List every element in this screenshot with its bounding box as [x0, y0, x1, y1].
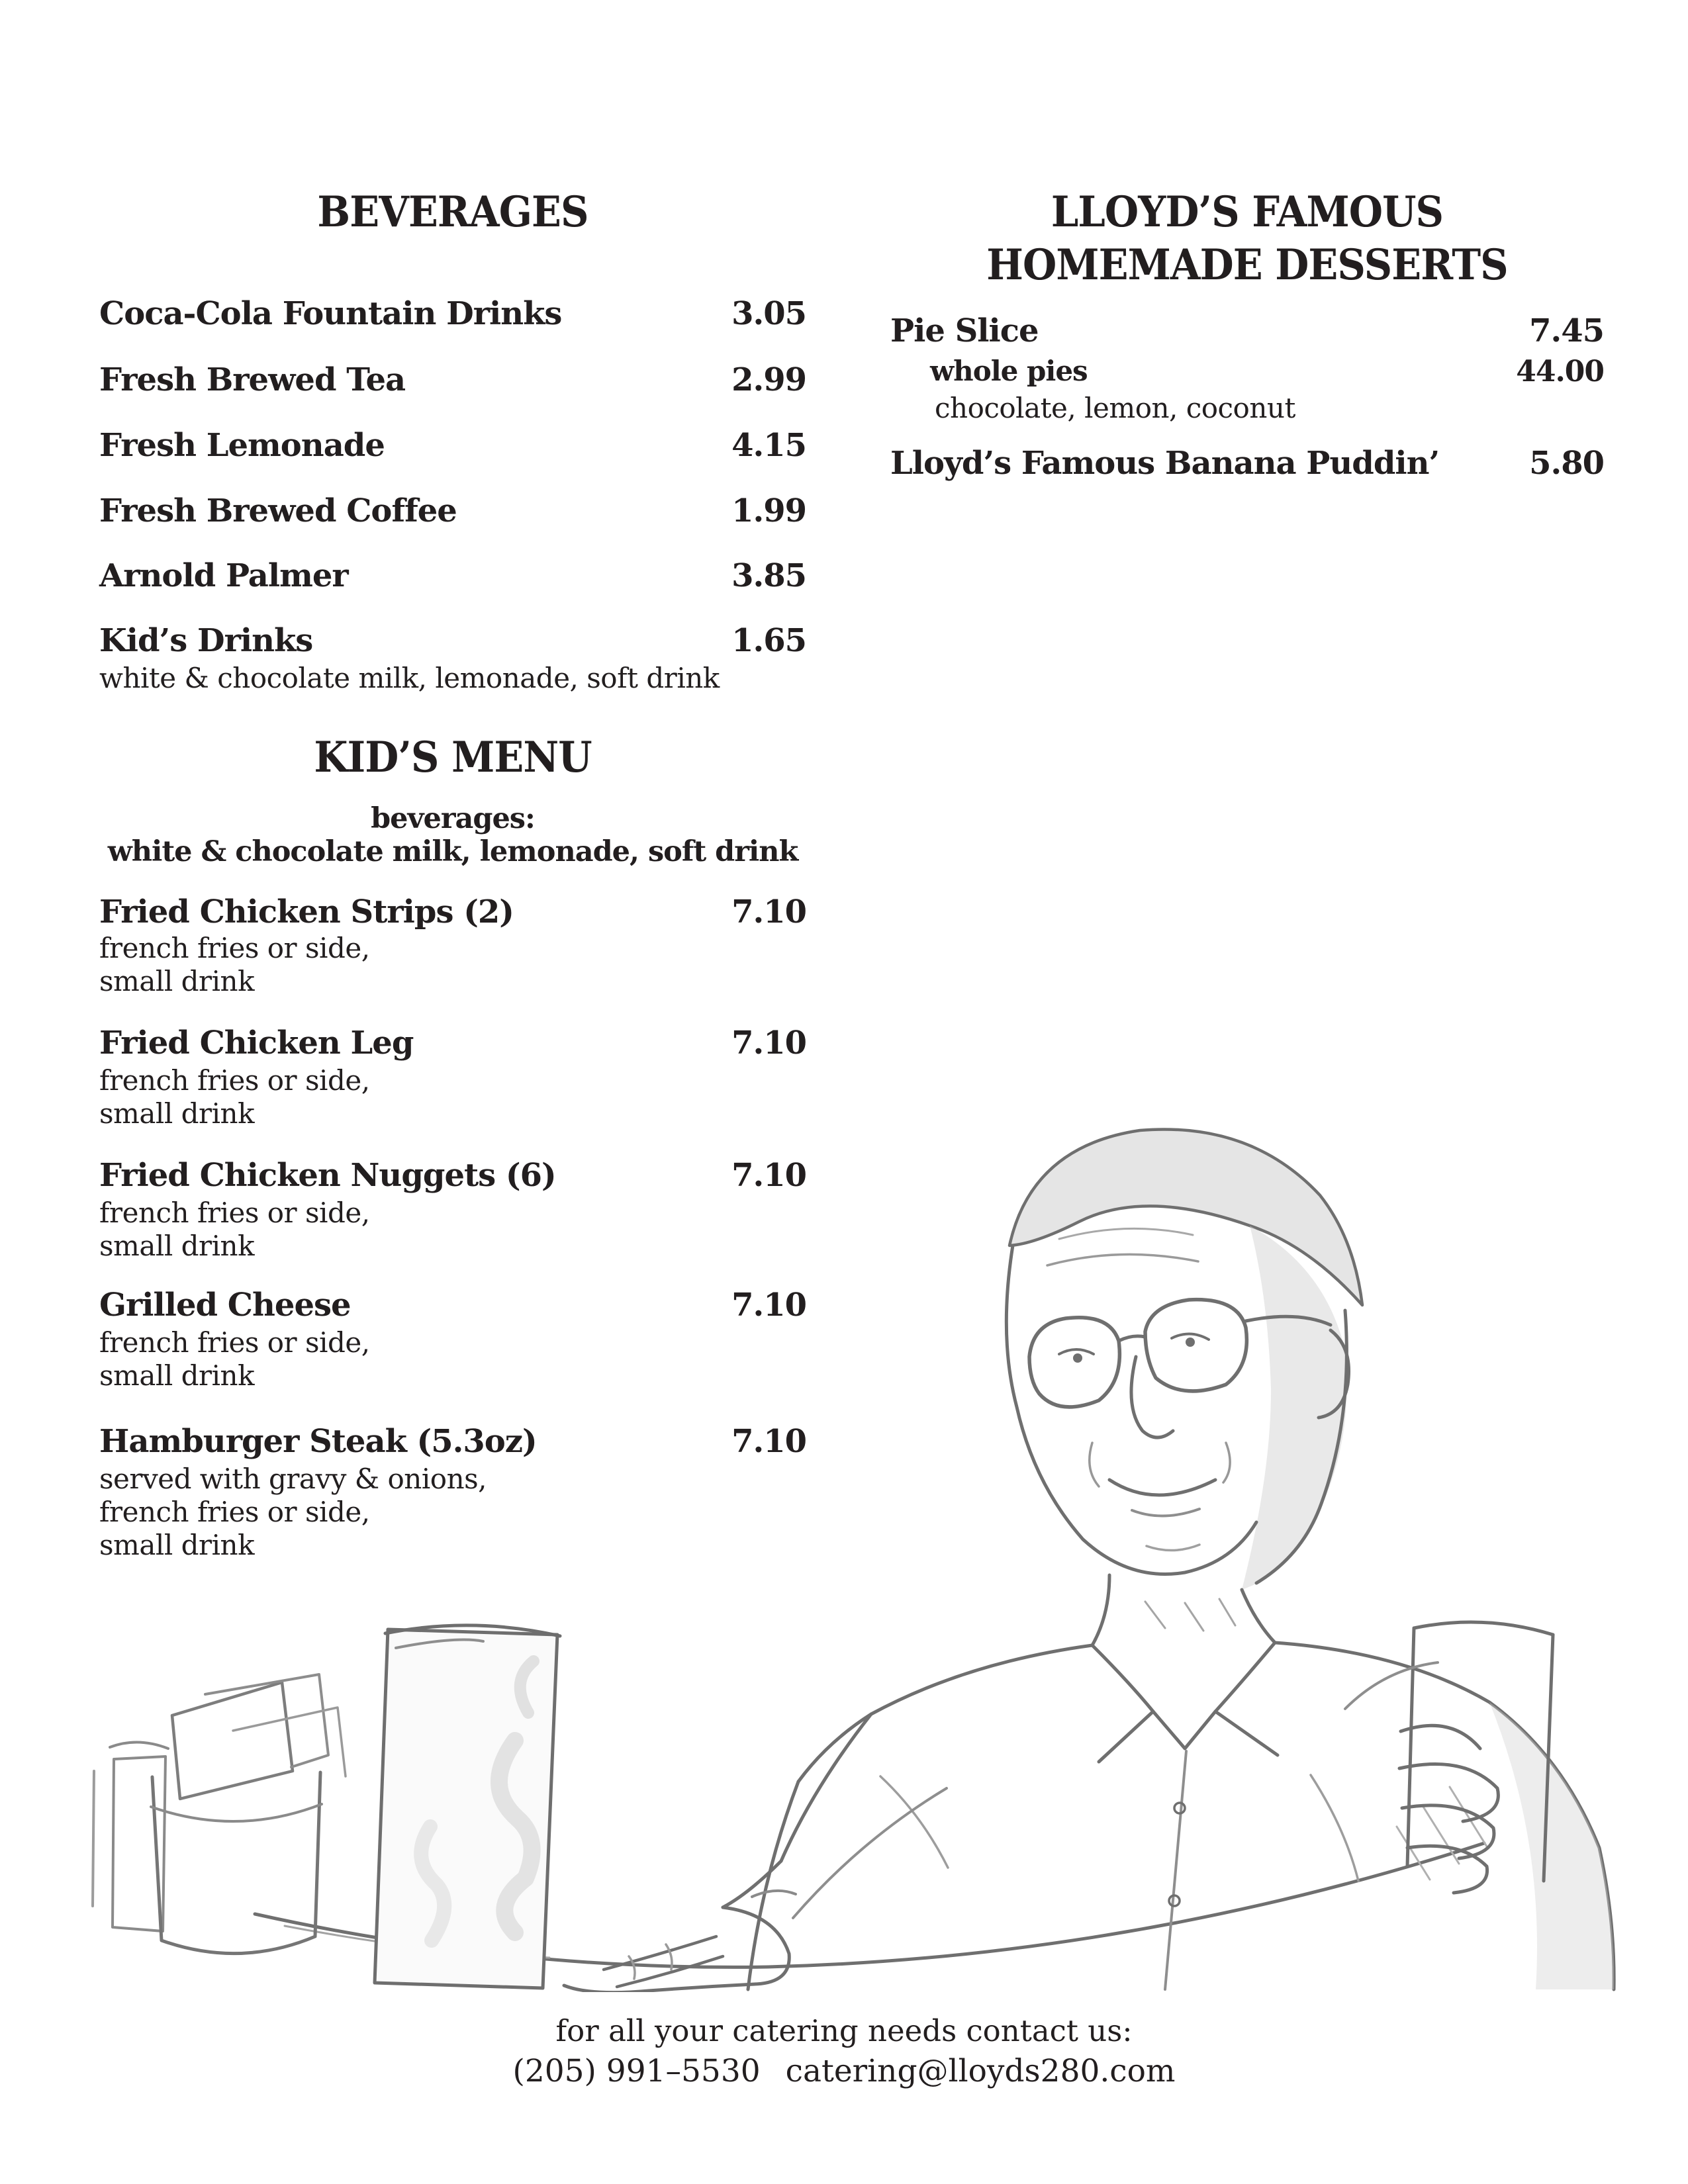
- item-description: small drink: [99, 965, 255, 997]
- item-name: Hamburger Steak (5.3oz): [99, 1423, 537, 1460]
- illustration-old-man-sketch: [86, 1046, 1628, 1992]
- item-description: chocolate, lemon, coconut: [935, 392, 1295, 424]
- menu-subitem: [930, 355, 1604, 388]
- item-name: Fried Chicken Nuggets (6): [99, 1157, 556, 1194]
- desserts-section-title-line2: HOMEMADE DESSERTS: [986, 240, 1508, 290]
- menu-item: [99, 492, 806, 529]
- subitem-price: 44.00: [1516, 355, 1604, 388]
- item-price: 5.80: [1529, 445, 1604, 482]
- item-price: 3.85: [731, 557, 806, 594]
- item-price: 7.10: [731, 1024, 806, 1062]
- item-description: served with gravy & onions,: [99, 1463, 487, 1495]
- item-price: 7.10: [731, 893, 806, 931]
- sketch-sugar-caddy: [93, 1674, 346, 1954]
- menu-item: [890, 445, 1604, 482]
- footer-phone: (205) 991–5530: [512, 2053, 761, 2089]
- item-name: Fresh Brewed Coffee: [99, 492, 457, 529]
- item-description: small drink: [99, 1529, 255, 1561]
- item-price: 7.10: [731, 1287, 806, 1324]
- item-price: 7.10: [731, 1423, 806, 1460]
- item-description: french fries or side,: [99, 1496, 370, 1528]
- menu-item: [99, 295, 806, 332]
- item-name: Arnold Palmer: [99, 557, 348, 594]
- item-name: Pie Slice: [890, 312, 1039, 349]
- menu-item: [99, 622, 806, 659]
- item-price: 4.15: [731, 427, 806, 464]
- kids-menu-section-title: KID’S MENU: [314, 733, 592, 782]
- item-description: french fries or side,: [99, 1197, 370, 1229]
- item-description: french fries or side,: [99, 1326, 370, 1359]
- footer-contact-line: [0, 2053, 1688, 2089]
- kids-menu-note-line1: beverages:: [371, 802, 535, 835]
- item-description: small drink: [99, 1230, 255, 1262]
- sketch-man: [564, 1129, 1614, 1992]
- subitem-name: whole pies: [930, 355, 1088, 387]
- item-name: Lloyd’s Famous Banana Puddin’: [890, 445, 1440, 482]
- menu-item: [99, 557, 806, 594]
- menu-item: [890, 312, 1604, 349]
- item-description: french fries or side,: [99, 1064, 370, 1097]
- item-description: french fries or side,: [99, 932, 370, 964]
- menu-item: [99, 427, 806, 464]
- item-price: 1.99: [731, 492, 806, 529]
- item-price: 7.10: [731, 1157, 806, 1194]
- item-price: 1.65: [731, 622, 806, 659]
- item-name: Fresh Lemonade: [99, 427, 385, 464]
- item-description: small drink: [99, 1359, 255, 1392]
- item-name: Fried Chicken Leg: [99, 1024, 414, 1062]
- item-name: Kid’s Drinks: [99, 622, 313, 659]
- item-name: Grilled Cheese: [99, 1287, 351, 1324]
- footer-catering-line: for all your catering needs contact us:: [555, 2013, 1133, 2048]
- kids-menu-note-line2: white & chocolate milk, lemonade, soft drink: [107, 835, 798, 868]
- item-name: Fried Chicken Strips (2): [99, 893, 514, 931]
- footer-email: catering@lloyds280.com: [785, 2053, 1176, 2089]
- item-description: small drink: [99, 1097, 255, 1130]
- item-name: Coca-Cola Fountain Drinks: [99, 295, 562, 332]
- item-price: 2.99: [731, 361, 806, 398]
- menu-item: [99, 893, 806, 931]
- item-price: 3.05: [731, 295, 806, 332]
- sketch-iced-tea-glass: [375, 1625, 560, 1988]
- desserts-section-title-line1: LLOYD’S FAMOUS: [1051, 187, 1444, 237]
- item-price: 7.45: [1529, 312, 1604, 349]
- item-name: Fresh Brewed Tea: [99, 361, 406, 398]
- beverages-section-title: BEVERAGES: [317, 187, 588, 237]
- item-description: white & chocolate milk, lemonade, soft drink: [99, 662, 720, 694]
- menu-item: [99, 361, 806, 398]
